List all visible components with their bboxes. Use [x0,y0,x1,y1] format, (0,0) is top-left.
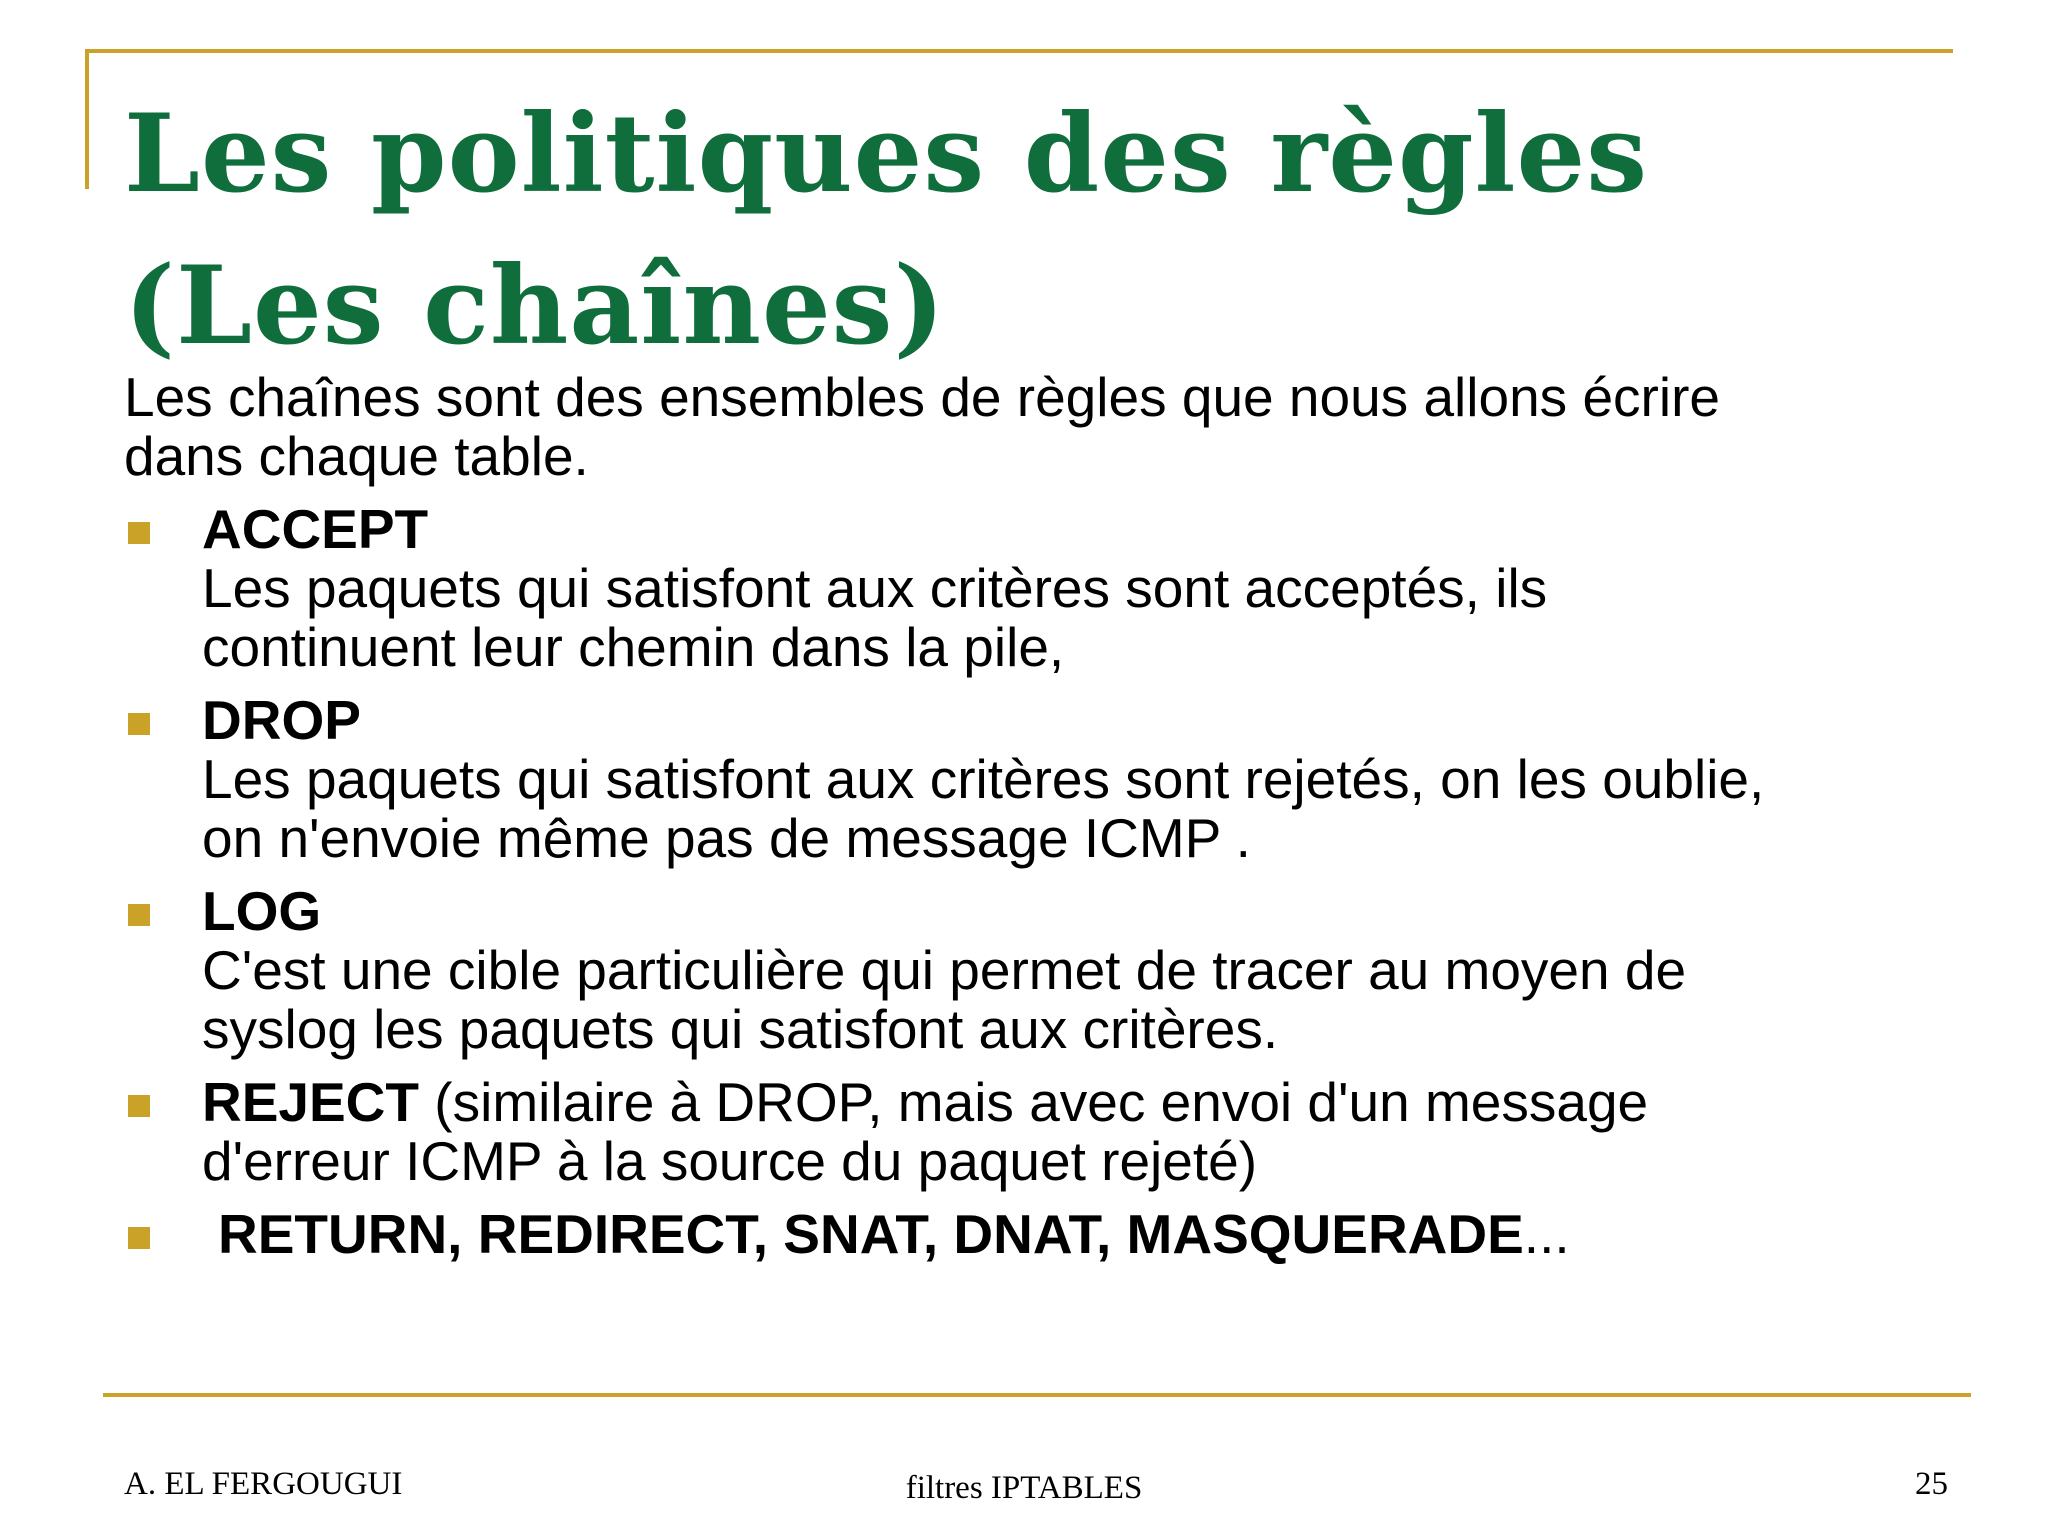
drop-desc-line-1: Les paquets qui satisfont aux critères sont rejetés, on les oublie, [202,748,1765,810]
square-bullet-icon [128,1095,150,1117]
other-targets-line [202,1205,1944,1264]
list-item-reject [124,1073,1944,1191]
keyword-log: LOG [202,880,322,942]
intro-line-1: Les chaînes sont des ensembles de règles que nous allons écrire [124,366,1720,428]
keyword-reject: REJECT [202,1071,419,1133]
list-item-accept [124,500,1944,677]
square-bullet-icon [128,522,150,544]
log-desc-line-1: C'est une cible particulière qui permet de tracer au moyen de [202,939,1687,1001]
keyword-drop: DROP [202,689,361,751]
slide-body [124,368,1944,1264]
list-item-drop [124,691,1944,868]
reject-line-1 [202,1073,1944,1132]
left-rule [85,49,89,189]
slide-title: Les politiques des règles (Les chaînes) [124,91,1649,369]
intro-line-2: dans chaque table. [124,425,589,487]
log-desc-line-2: syslog les paquets qui satisfont aux critères. [202,998,1279,1060]
square-bullet-icon [128,904,150,926]
accept-desc-line-1: Les paquets qui satisfont aux critères sont acceptés, ils [202,557,1548,619]
keyword-other-targets: RETURN, REDIRECT, SNAT, DNAT, MASQUERADE [218,1203,1524,1265]
reject-desc-line-2: d'erreur ICMP à la source du paquet rejeté) [202,1130,1258,1192]
list-item-log [124,882,1944,1059]
footer-author: A. EL FERGOUGUI [124,1466,403,1502]
ellipsis-text: ... [1523,1203,1570,1265]
footer-page-number: 25 [1915,1466,1948,1502]
accept-desc-line-2: continuent leur chemin dans la pile, [202,616,1065,678]
top-rule [85,49,1953,53]
drop-desc-line-2: on n'envoie même pas de message ICMP . [202,807,1251,869]
footer-topic: filtres IPTABLES [905,1470,1143,1506]
bottom-rule [103,1393,1971,1397]
reject-inline-text: (similaire à DROP, mais avec envoi d'un message [419,1071,1649,1133]
list-item-other-targets [124,1205,1944,1264]
keyword-accept: ACCEPT [202,498,429,560]
square-bullet-icon [128,713,150,735]
intro-paragraph [124,368,1944,486]
square-bullet-icon [128,1227,150,1249]
